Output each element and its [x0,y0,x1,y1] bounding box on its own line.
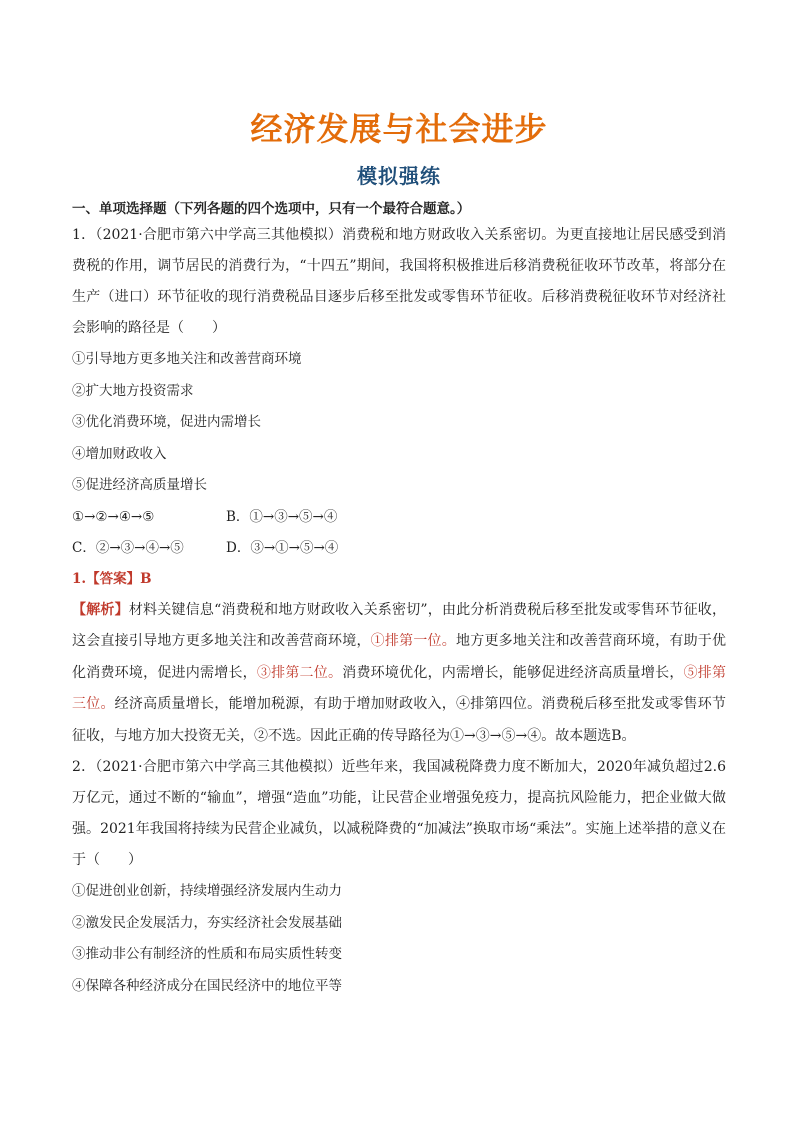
analysis-text-4: 经济高质量增长，能增加税源，有助于增加财政收入，④排第四位。消费税后移至批发或零售环节征收，与地方加大投资无关，②不选。因此正确的传导路径为①→③→⑤→④。故本题选B。 [72,696,727,744]
question-2-item: ②激发民企发展活力，夯实经济社会发展基础 [72,914,342,931]
question-1-item: ①引导地方更多地关注和改善营商环境 [72,351,302,367]
choice-a: ①→②→④→⑤ [72,508,155,525]
choice-d: D．③→①→⑤→④ [226,539,339,556]
question-2-stem: 2．（2021·合肥市第六中学高三其他模拟）近些年来，我国减税降费力度不断加大，2020年减负超过2.6万亿元，通过不断的“输血”，增强“造血”功能，让民营企业增强免疫力，提高抗风险能力，把企业做大做强。2021年我国将持续为民营企业减负，以减税降费的“加减法”换取市场“乘法”。实施上述举措的意义在于（ ） [72,759,726,868]
analysis-text-3: 消费环境优化，内需增长，能够促进经济高质量增长， [342,664,684,681]
question-1-analysis [72,595,726,753]
question-1-choices-row-1 [72,502,726,533]
question-1-item: ⑤促进经济高质量增长 [72,477,207,493]
question-1-answer: 1.【答案】B [72,570,152,587]
section-heading: 一、单项选择题（下列各题的四个选项中，只有一个最符合题意。） [72,201,471,217]
choice-c: C．②→③→④→⑤ [72,539,184,556]
question-1-stem: 1．（2021·合肥市第六中学高三其他模拟）消费税和地方财政收入关系密切。为更直接地让居民感受到消费税的作用，调节居民的消费行为，“十四五”期间，我国将积极推进后移消费税征收环节改革，将部分在生产（进口）环节征收的现行消费税品目逐步后移至批发或零售环节征收。后移消费税征收环节对经济社会影响的路径是（ ） [72,227,726,336]
question-2-item: ③推动非公有制经济的性质和布局实质性转变 [72,946,342,962]
analysis-text-1: 材料关键信息“消费税和地方财政收入关系密切”，由此分析消费税后移至批发或零售环节征收，这会直接引导地方更多地关注和改善营商环境， [72,601,727,649]
question-1-item: ③优化消费环境，促进内需增长 [72,414,261,430]
question-1-choices-row-2 [72,533,726,564]
analysis-label: 【解析】 [72,601,129,618]
question-2-item: ①促进创业创新，持续增强经济发展内生动力 [72,883,342,899]
question-1-item: ②扩大地方投资需求 [72,382,194,399]
question-2-item: ④保障各种经济成分在国民经济中的地位平等 [72,977,342,994]
analysis-highlight-3: ⑤排第三位。 [72,664,727,712]
analysis-highlight-2: ③排第二位。 [256,664,343,681]
question-1-item: ④增加财政收入 [72,445,167,462]
analysis-highlight-1: ①排第一位。 [370,633,457,649]
page-title: 经济发展与社会进步 [250,110,548,148]
page-subtitle: 模拟强练 [357,164,441,188]
choice-b: B．①→③→⑤→④ [226,508,338,525]
analysis-text-2: 地方更多地关注和改善营商环境，有助于优化消费环境，促进内需增长， [72,633,727,681]
